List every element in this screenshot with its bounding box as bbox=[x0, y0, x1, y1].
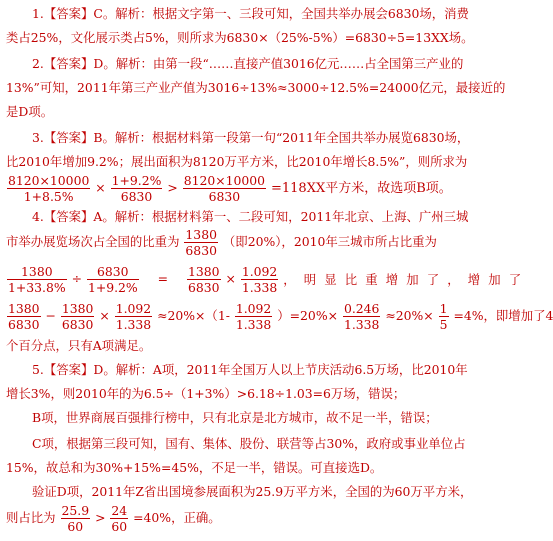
fraction: $\frac{1.092}{1.338}$ bbox=[115, 301, 152, 332]
answer4-line3-rest: ， 明 显 比 重 增 加 了 ， 增 加 了 bbox=[283, 271, 522, 287]
fraction: $\frac{1+9.2\%}{6830}$ bbox=[111, 173, 162, 204]
answer4-line2: 市举办展览场次占全国的比重为 $\frac{1380}{6830}$ （即20%），2010年三城市所占比重为 bbox=[6, 227, 437, 258]
fraction: $\frac{6830}{1+9.2\%}$ bbox=[87, 264, 138, 295]
answer4-line1: 4.【答案】A。解析：根据材料第一、二段可知，2011年北京、上海、广州三城 bbox=[32, 209, 469, 224]
answer5-line4: C项，根据第三段可知，国有、集体、股份、联营等占30%，政府或事业单位占 bbox=[32, 436, 466, 451]
answer5-line7: 则占比为 $\frac{25.9}{60}$ > $\frac{24}{60}$ =40%，正确。 bbox=[6, 503, 221, 534]
answer4-line3: $\frac{1380}{1+33.8\%}$ ÷ $\frac{6830}{1+9.2\%}$ = $\frac{1380}{6830}$ × $\frac{1.092}{1.338}$ ， 明 显 比 重 增 加 了 ， 增 加 了 bbox=[6, 261, 521, 298]
answer3-formula: $\frac{8120\times 10000}{1+8.5\%}$ × $\frac{1+9.2\%}{6830}$ > $\frac{8120\times 10000}{6830}$ =118XX平方米，故选项B项。 bbox=[8, 173, 452, 204]
fraction: $\frac{8120\times 10000}{6830}$ bbox=[183, 173, 266, 204]
fraction: $\frac{25.9}{60}$ bbox=[61, 503, 90, 534]
answer5-line2: 增长3%，则2010年的为6.5÷（1+3%）>6.18÷1.03=6万场，错误； bbox=[6, 386, 406, 401]
fraction: $\frac{1.092}{1.338}$ bbox=[235, 301, 272, 332]
answer5-line5: 15%，故总和为30%+15%=45%，不足一半，错误。可直接选D。 bbox=[6, 460, 383, 475]
fraction: $\frac{1380}{6830}$ bbox=[187, 264, 220, 295]
fraction: $\frac{1380}{6830}$ bbox=[61, 301, 94, 332]
answer5-line1: 5.【答案】D。解析：A项，2011年全国万人以上节庆活动6.5万场，比2010年 bbox=[32, 362, 468, 377]
answer2-line3: 是D项。 bbox=[6, 104, 54, 119]
fraction: $\frac{1}{5}$ bbox=[439, 301, 448, 332]
answer4-line5: 个百分点，只有A项满足。 bbox=[6, 338, 152, 353]
fraction: $\frac{0.246}{1.338}$ bbox=[343, 301, 380, 332]
fraction: $\frac{1.092}{1.338}$ bbox=[241, 264, 278, 295]
answer5-line6: 验证D项，2011年Z省出国境参展面积为25.9万平方米，全国的为60万平方米， bbox=[32, 484, 473, 499]
answer2-line2: 13%”可知，2011年第三产业产值为3016÷13%≈3000÷12.5%=24000亿元，最接近的 bbox=[6, 80, 506, 95]
answer1-line1: 1.【答案】C。解析：根据文字第一、三段可知，全国共举办展会6830场，消费 bbox=[32, 6, 469, 21]
fraction: $\frac{24}{60}$ bbox=[111, 503, 128, 534]
fraction: $\frac{8120\times 10000}{1+8.5\%}$ bbox=[8, 173, 90, 204]
answer1-line2: 类占25%，文化展示类占5%，则所求为6830×（25%-5%）=6830÷5=13XX场。 bbox=[6, 30, 474, 45]
fraction: $\frac{1380}{1+33.8\%}$ bbox=[8, 264, 66, 295]
fraction: $\frac{1380}{6830}$ bbox=[185, 227, 217, 258]
answer5-line3: B项，世界商展百强排行榜中，只有北京是北方城市，故不足一半，错误； bbox=[32, 410, 438, 425]
answer2-line1: 2.【答案】D。解析：由第一段“……直接产值3016亿元……占全国第三产业的 bbox=[32, 56, 464, 71]
answer4-line4: $\frac{1380}{6830}$ − $\frac{1380}{6830}$ × $\frac{1.092}{1.338}$ ≈20%×（1- $\frac{1.092}{1.338}$ ）=20%× $\frac{0.246}{1.338}$ ≈20%× $\frac{1}{5}$ =4%，即增加了4 bbox=[8, 301, 553, 332]
answer3-line2: 比2010年增加9.2%；展出面积为8120万平方米，比2010年增长8.5%”，则所求为 bbox=[6, 154, 468, 169]
fraction: $\frac{1380}{6830}$ bbox=[8, 301, 40, 332]
answer3-line1: 3.【答案】B。解析：根据材料第一段第一句“2011年全国共举办展览6830场， bbox=[32, 130, 470, 145]
